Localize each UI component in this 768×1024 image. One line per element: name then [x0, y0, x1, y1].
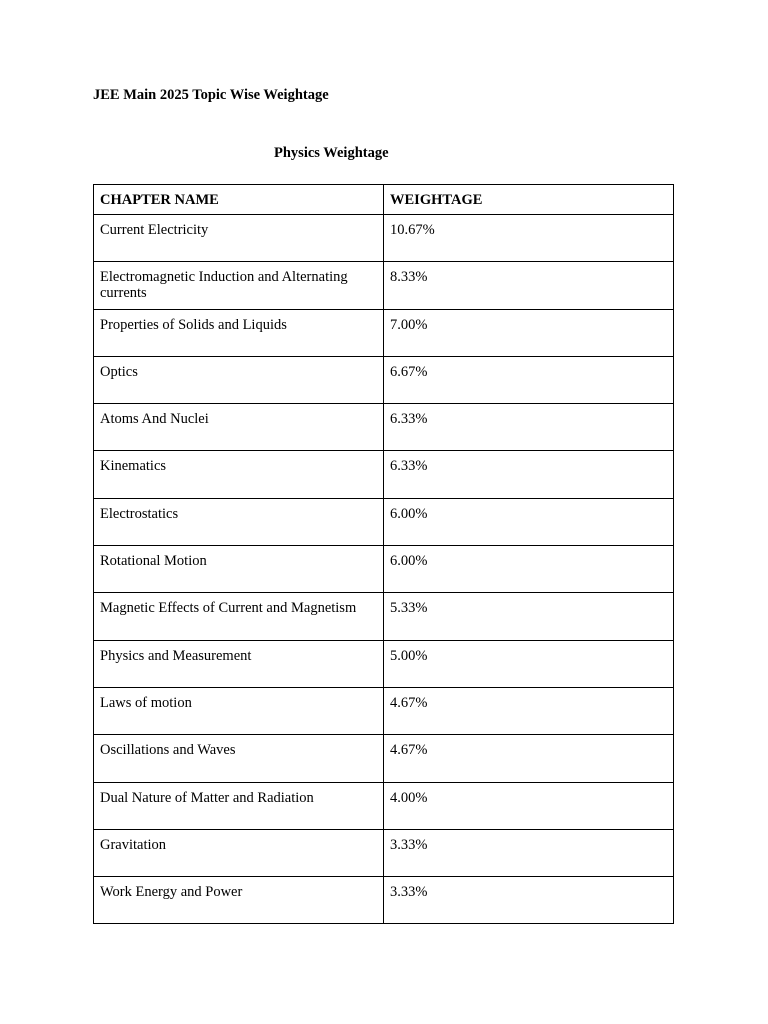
table-row	[94, 593, 674, 640]
chapter-name-cell: Rotational Motion	[94, 546, 384, 593]
chapter-name-cell: Properties of Solids and Liquids	[94, 309, 384, 356]
weightage-cell: 7.00%	[384, 309, 674, 356]
table-row	[94, 640, 674, 687]
table-row	[94, 829, 674, 876]
chapter-name-cell: Gravitation	[94, 829, 384, 876]
table-row	[94, 215, 674, 262]
table-row	[94, 782, 674, 829]
weightage-cell: 4.67%	[384, 735, 674, 782]
table-row	[94, 309, 674, 356]
chapter-name-cell: Kinematics	[94, 451, 384, 498]
table-row	[94, 262, 674, 309]
chapter-name-cell: Optics	[94, 356, 384, 403]
chapter-name-cell: Electrostatics	[94, 498, 384, 545]
section-title: Physics Weightage	[274, 145, 389, 161]
chapter-name-cell: Laws of motion	[94, 687, 384, 734]
weightage-cell: 6.67%	[384, 356, 674, 403]
table-row	[94, 404, 674, 451]
document-title: JEE Main 2025 Topic Wise Weightage	[93, 87, 329, 103]
chapter-name-cell: Magnetic Effects of Current and Magnetism	[94, 593, 384, 640]
chapter-name-cell: Atoms And Nuclei	[94, 404, 384, 451]
chapter-name-cell: Dual Nature of Matter and Radiation	[94, 782, 384, 829]
weightage-cell: 6.33%	[384, 404, 674, 451]
chapter-name-cell: Electromagnetic Induction and Alternating currents	[94, 262, 384, 309]
table-row	[94, 735, 674, 782]
weightage-cell: 4.67%	[384, 687, 674, 734]
weightage-cell: 6.00%	[384, 498, 674, 545]
weightage-cell: 8.33%	[384, 262, 674, 309]
weightage-cell: 3.33%	[384, 877, 674, 924]
table-body	[94, 215, 674, 924]
weightage-cell: 6.33%	[384, 451, 674, 498]
chapter-name-cell: Physics and Measurement	[94, 640, 384, 687]
physics-weightage-table	[93, 184, 674, 924]
table-header-row	[94, 185, 674, 215]
weightage-cell: 5.33%	[384, 593, 674, 640]
column-header-chapter-name: CHAPTER NAME	[94, 185, 384, 215]
weightage-cell: 10.67%	[384, 215, 674, 262]
column-header-weightage: WEIGHTAGE	[384, 185, 674, 215]
weightage-cell: 3.33%	[384, 829, 674, 876]
table-row	[94, 687, 674, 734]
chapter-name-cell: Oscillations and Waves	[94, 735, 384, 782]
chapter-name-cell: Work Energy and Power	[94, 877, 384, 924]
chapter-name-cell: Current Electricity	[94, 215, 384, 262]
table-row	[94, 451, 674, 498]
weightage-cell: 5.00%	[384, 640, 674, 687]
table-row	[94, 356, 674, 403]
table-row	[94, 498, 674, 545]
table-row	[94, 877, 674, 924]
table-row	[94, 546, 674, 593]
weightage-cell: 4.00%	[384, 782, 674, 829]
weightage-cell: 6.00%	[384, 546, 674, 593]
